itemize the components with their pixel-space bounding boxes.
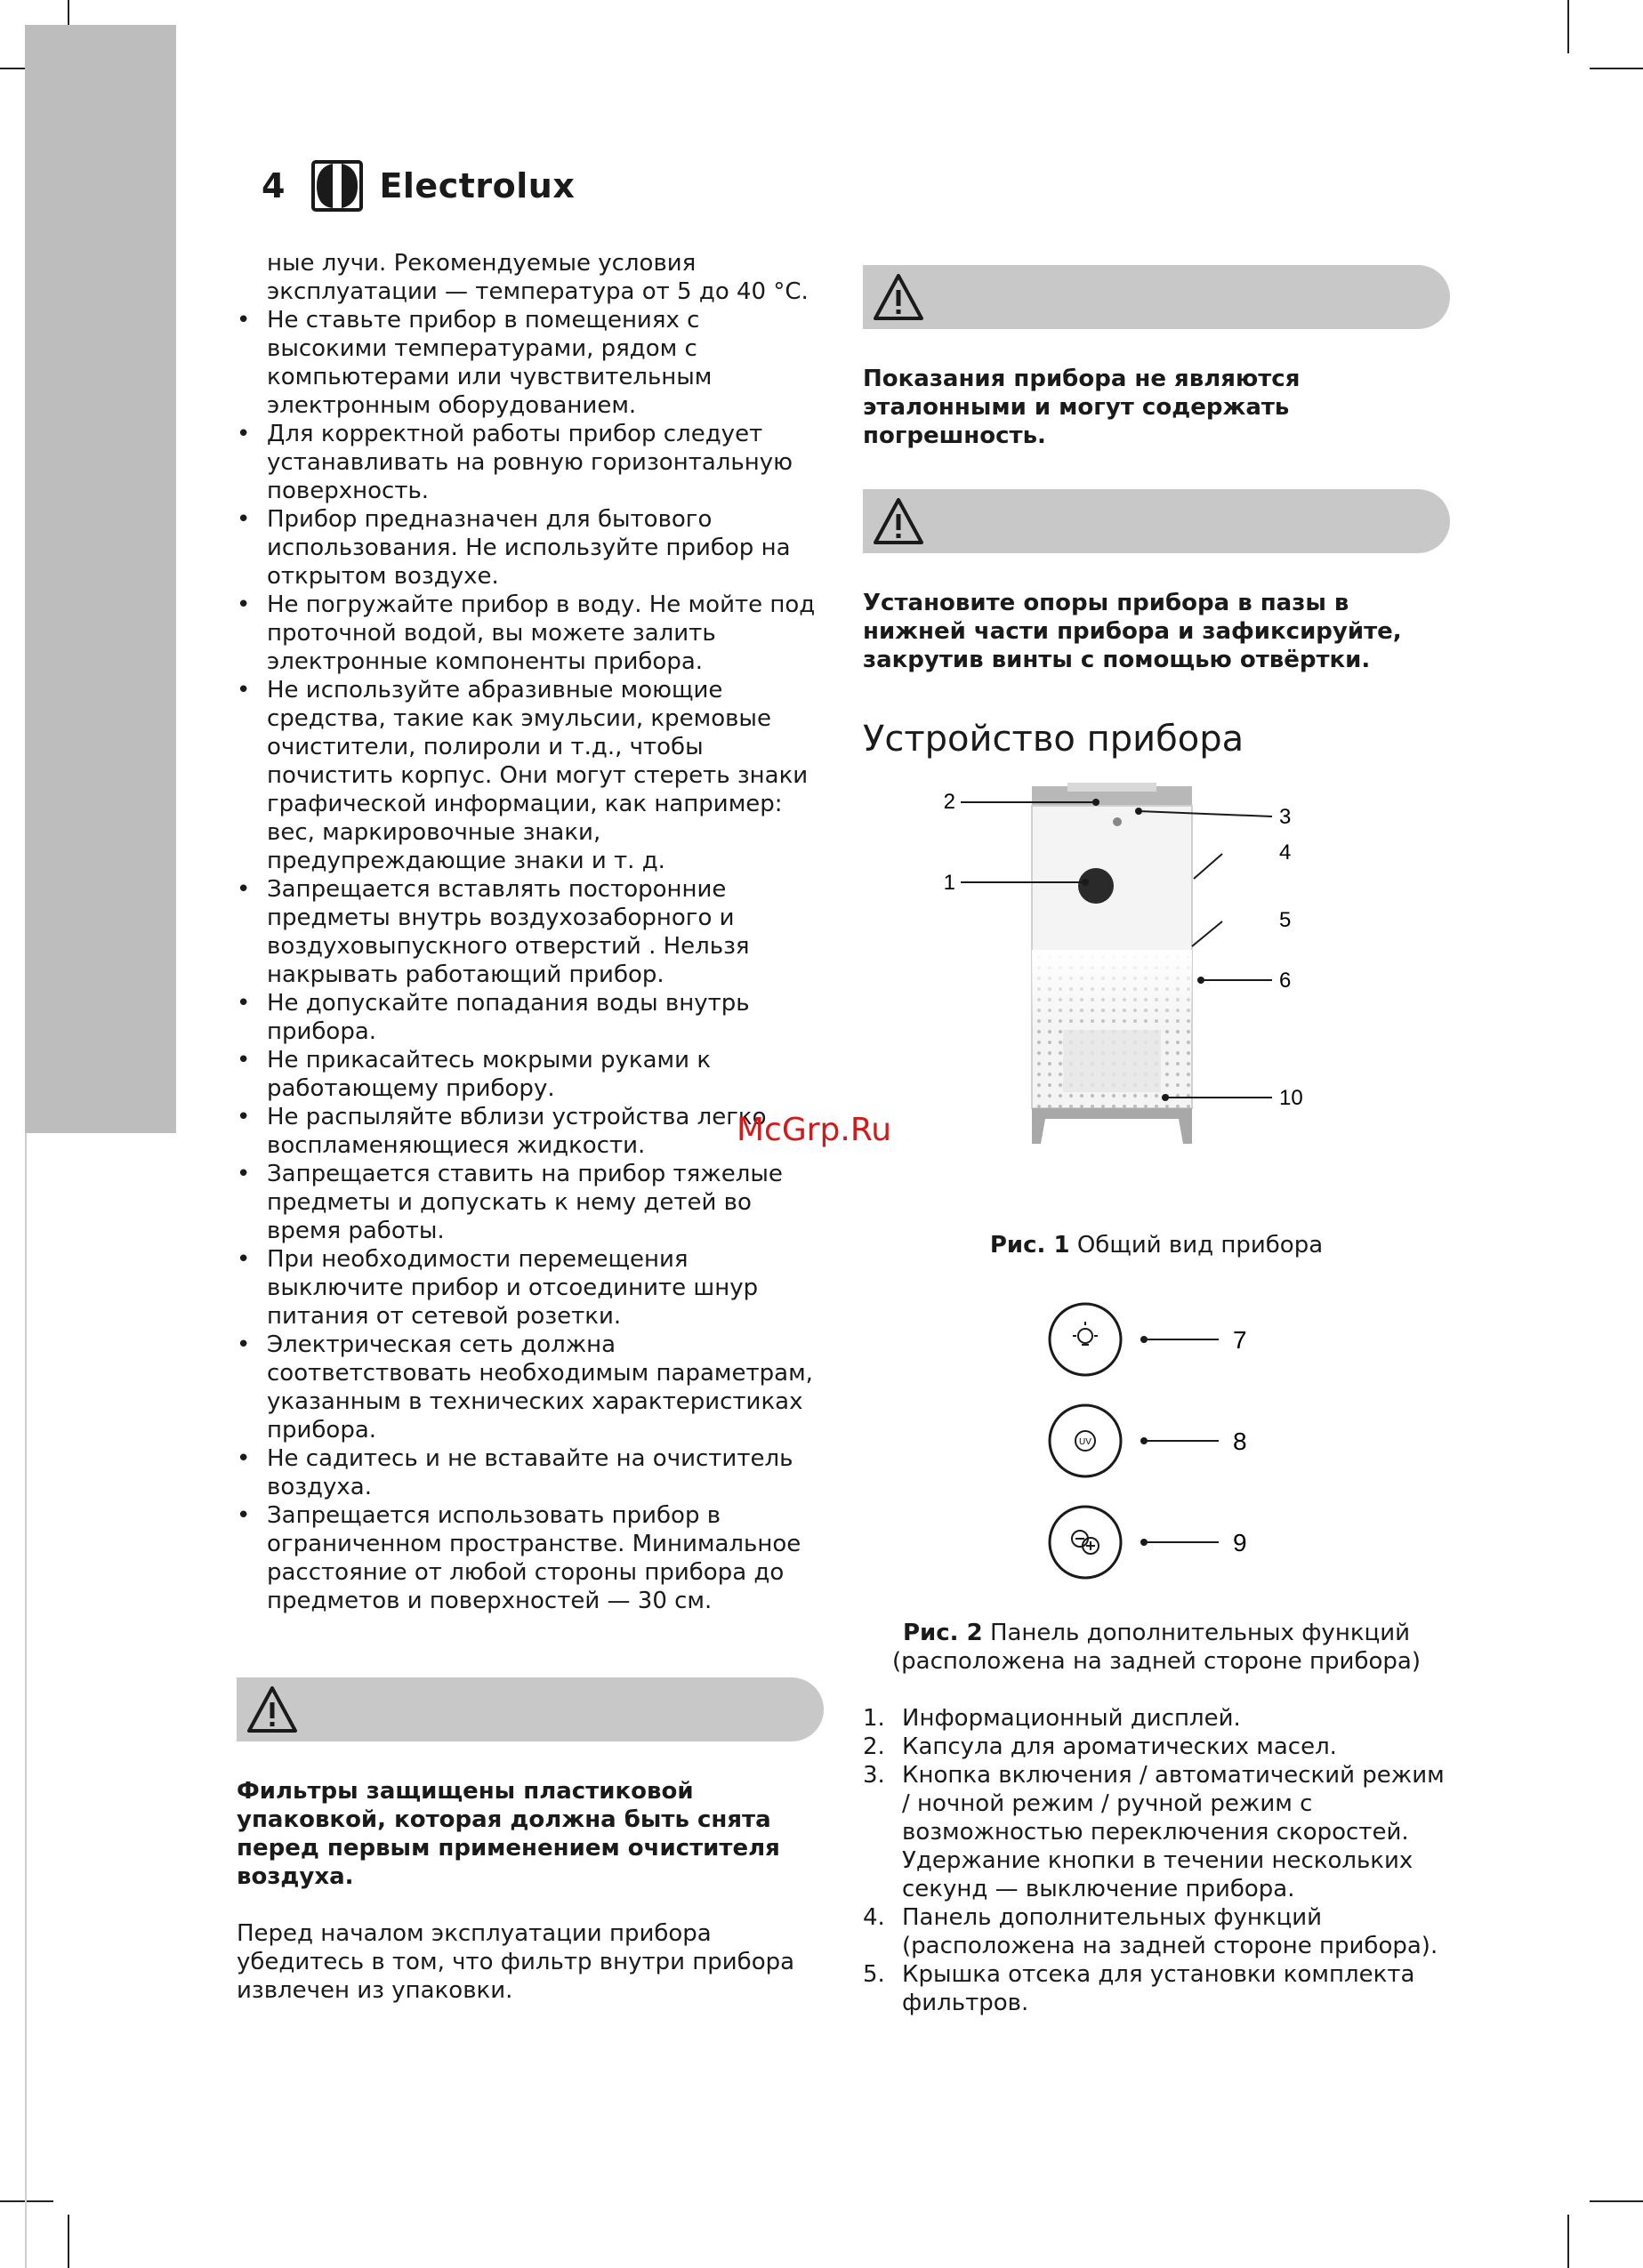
device-figure	[863, 781, 1450, 1226]
figure-label: 8	[1233, 1428, 1247, 1455]
light-bulb-icon	[1073, 1322, 1098, 1345]
figure-label: 9	[1233, 1529, 1247, 1556]
figure-label: 4	[1279, 840, 1292, 865]
side-bar	[25, 25, 176, 1133]
panel-figure	[863, 1290, 1450, 1601]
watermark: McGrp.Ru	[737, 1112, 892, 1148]
left-column	[237, 249, 824, 2005]
list-item: • Не ставьте прибор в помещениях с высокими температурами, рядом с компьютерами или чувствительным электронным оборудованием.	[237, 306, 824, 420]
list-item: • Для корректной работы прибор следует устанавливать на ровную горизонтальную поверхность.	[237, 420, 824, 505]
uv-icon	[1075, 1431, 1095, 1451]
crop-mark	[1590, 68, 1643, 69]
list-item: • Запрещается использовать прибор в ограниченном пространстве. Минимальное расстояние от любой стороны прибора до предметов и поверхностей — 30 см.	[237, 1501, 824, 1615]
list-item: • Не распыляйте вблизи устройства легко воспламеняющиеся жидкости.	[237, 1103, 824, 1160]
figure-caption-text: Панель дополнительных функций (расположена на задней стороне прибора)	[892, 1620, 1421, 1675]
list-item: • Не допускайте попадания воды внутрь прибора.	[237, 989, 824, 1046]
figure-label: 6	[1279, 969, 1292, 993]
speed-minus-plus-icon	[1072, 1531, 1099, 1554]
list-item: • Не используйте абразивные моющие средства, такие как эмульсии, кремовые очистители, полироли и т.д., чтобы почистить корпус. Они могут стереть знаки графической информации, как например: вес, маркировочные знаки, предупреждающие знаки и т. д.	[237, 676, 824, 875]
continued-text: ные лучи. Рекомендуемые условия эксплуатации — температура от 5 до 40 °С.	[267, 250, 809, 305]
list-item: • Электрическая сеть должна соответствовать необходимым параметрам, указанным в технических характеристиках прибора.	[237, 1331, 824, 1444]
warning-icon	[872, 496, 925, 546]
list-item: • Запрещается вставлять посторонние предметы внутрь воздухозаборного и воздуховыпускного отверстий . Нельзя накрывать работающий прибор.	[237, 875, 824, 989]
crop-mark	[1590, 2200, 1643, 2202]
warning-text: Показания прибора не являются эталонными и могут содержать погрешность.	[863, 366, 1301, 449]
figure-label: 10	[1279, 1086, 1303, 1110]
figure-caption-number: Рис. 1	[989, 1232, 1070, 1259]
warning-icon	[246, 1685, 299, 1734]
figure-label: 7	[1233, 1326, 1247, 1354]
figure-caption	[863, 1231, 1450, 1259]
warning-icon	[872, 272, 925, 322]
list-item: 4. Панель дополнительных функций (расположена на задней стороне прибора).	[863, 1904, 1438, 1959]
list-item: • Прибор предназначен для бытового использования. Не используйте прибор на открытом воздухе.	[237, 505, 824, 591]
figure-label: 1	[943, 871, 955, 895]
page-number: 4	[262, 166, 286, 205]
crop-mark	[1567, 2215, 1569, 2268]
list-item: 5. Крышка отсека для установки комплекта фильтров.	[863, 1961, 1415, 2016]
figure-label: 2	[943, 790, 955, 814]
warning-banner	[863, 265, 1450, 329]
side-line	[25, 1133, 27, 2268]
warning-banner	[863, 489, 1450, 553]
figure-caption	[863, 1619, 1450, 1676]
figure-label: 3	[1279, 805, 1292, 829]
air-purifier-illustration	[863, 781, 1450, 1226]
crop-mark	[0, 2200, 53, 2202]
list-item: 2. Капсула для ароматических масел.	[863, 1733, 1337, 1760]
warning-text: Установите опоры прибора в пазы в нижней части прибора и зафиксируйте, закрутив винты с помощью отвёртки.	[863, 590, 1402, 673]
section-title: Устройство прибора	[863, 719, 1244, 760]
figure-caption-number: Рис. 2	[902, 1620, 983, 1646]
filter-paragraph: Перед началом эксплуатации прибора убедитесь в том, что фильтр внутри прибора извлечен из упаковки.	[237, 1920, 795, 2004]
crop-mark	[68, 2215, 69, 2268]
function-panel-illustration	[863, 1290, 1450, 1601]
right-column	[863, 249, 1450, 2017]
warning-banner	[237, 1677, 824, 1741]
electrolux-logo-icon	[311, 160, 363, 212]
page-header	[262, 158, 575, 213]
warning-text: Фильтры защищены пластиковой упаковкой, которая должна быть снята перед первым применением очистителя воздуха.	[237, 1778, 780, 1890]
figure-caption-text: Общий вид прибора	[1076, 1232, 1324, 1259]
parts-list	[863, 1704, 1450, 2017]
list-item: • Запрещается ставить на прибор тяжелые предметы и допускать к нему детей во время работы.	[237, 1160, 824, 1245]
list-item: • При необходимости перемещения выключите прибор и отсоедините шнур питания от сетевой розетки.	[237, 1245, 824, 1331]
safety-list	[237, 306, 824, 1615]
brand-name: Electrolux	[379, 166, 576, 205]
list-item: • Не погружайте прибор в воду. Не мойте под проточной водой, вы можете залить электронные компоненты прибора.	[237, 591, 824, 676]
list-item: 3. Кнопка включения / автоматический режим / ночной режим / ручной режим с возможностью переключения скоростей. Удержание кнопки в течении нескольких секунд — выключение прибора.	[863, 1762, 1445, 1902]
crop-mark	[1567, 0, 1569, 53]
figure-label: 5	[1279, 908, 1292, 932]
list-item: • Не прикасайтесь мокрыми руками к работающему прибору.	[237, 1046, 824, 1103]
list-item: • Не садитесь и не вставайте на очиститель воздуха.	[237, 1444, 824, 1501]
uv-label: UV	[1079, 1437, 1091, 1447]
list-item: 1. Информационный дисплей.	[863, 1705, 1241, 1732]
